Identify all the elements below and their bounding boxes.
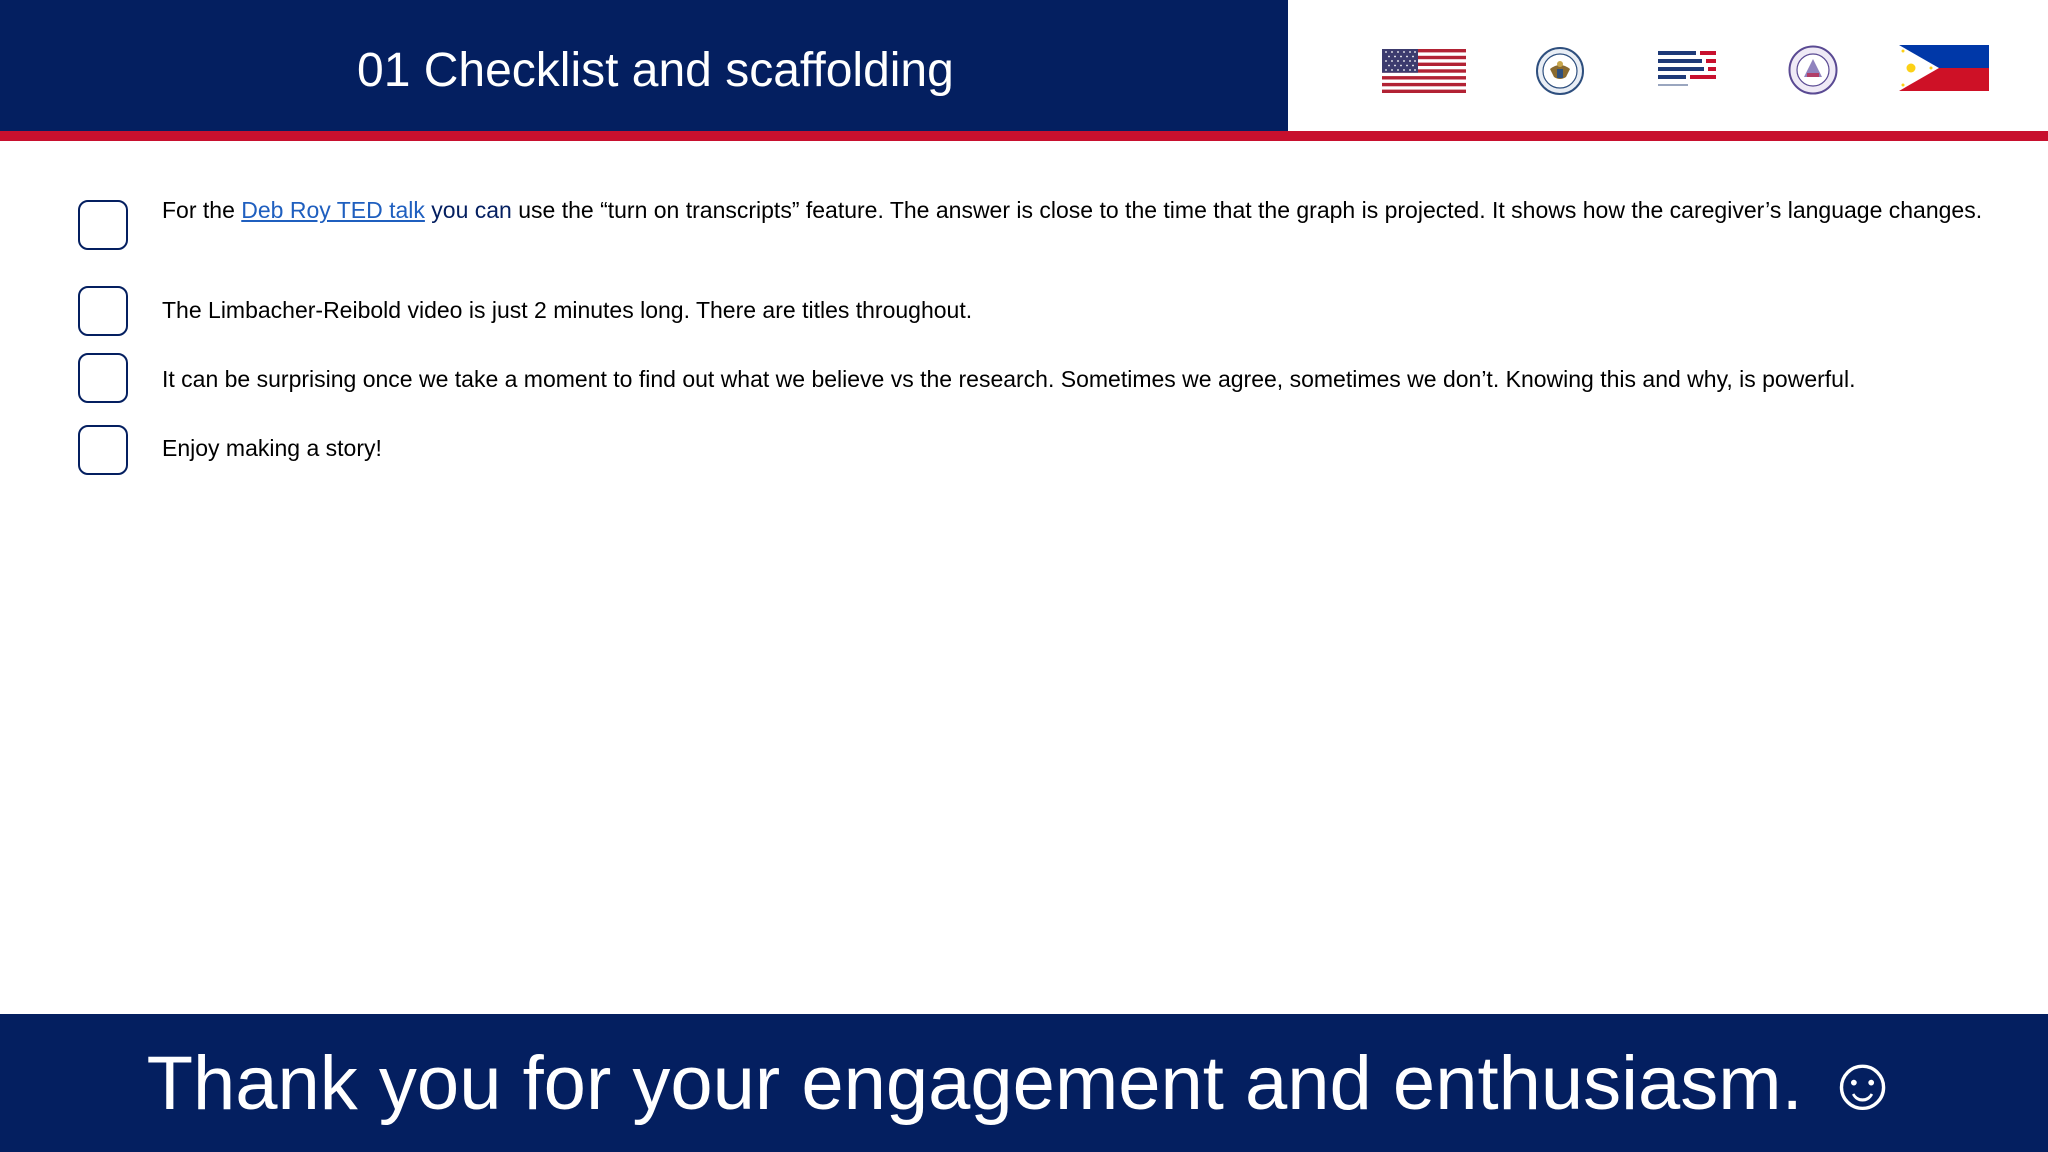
deb-roy-ted-talk-link[interactable]: Deb Roy TED talk (241, 197, 425, 223)
header-divider (0, 131, 2048, 141)
checkbox[interactable] (78, 425, 128, 475)
checklist-item-text: Enjoy making a story! (162, 435, 382, 461)
checkbox[interactable] (78, 200, 128, 250)
checklist-item-text (162, 195, 2002, 226)
regional-english-language-office-logo (1656, 48, 1718, 92)
item-prefix-text: For the (162, 197, 242, 223)
slide-title: 01 Checklist and scaffolding (357, 44, 954, 97)
checklist-item-text: It can be surprising once we take a moment to find out what we believe vs the research. Sometimes we agree, sometimes we don’t. Knowing this and why, is powerful. (162, 366, 1856, 392)
deped-seal-icon (1788, 45, 1838, 95)
header-band (0, 0, 1288, 131)
checklist-item-text: The Limbacher-Reibold video is just 2 minutes long. There are titles throughout. (162, 297, 973, 323)
thank-you-message: Thank you for your engagement and enthusiasm. ☺ (146, 1041, 1902, 1126)
philippines-flag-icon (1899, 45, 1989, 91)
us-flag-icon (1382, 49, 1466, 93)
checkbox[interactable] (78, 353, 128, 403)
checkbox[interactable] (78, 286, 128, 336)
item-rest-text: use the “turn on transcripts” feature. The answer is close to the time that the graph is projected. It shows how the caregiver’s language changes. (511, 197, 1983, 223)
state-department-seal-icon (1536, 47, 1584, 95)
item-link-suffix-text: you can (424, 197, 512, 223)
